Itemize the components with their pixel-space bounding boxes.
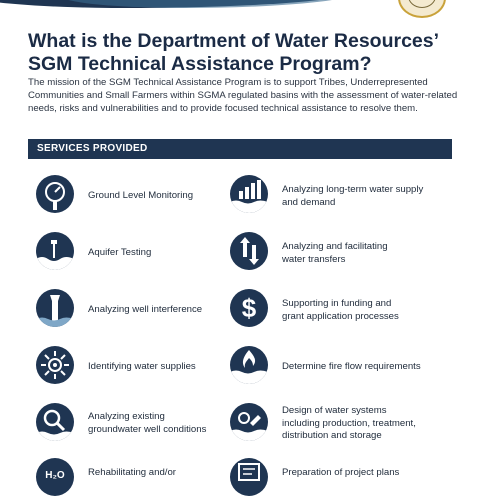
service-label: Aquifer Testing <box>88 247 152 258</box>
transfer-arrows-icon <box>230 232 268 270</box>
svg-text:H₂O: H₂O <box>45 470 65 481</box>
service-label: Ground Level Monitoring <box>88 190 194 201</box>
service-label: Supporting in funding and grant application processes <box>282 298 399 322</box>
service-item <box>36 175 236 217</box>
service-item <box>230 346 460 388</box>
service-label: Analyzing and facilitating water transfers <box>282 241 388 265</box>
water-system-icon <box>230 403 268 441</box>
service-item <box>36 346 236 388</box>
gauge-icon <box>36 175 74 213</box>
well-pump-icon <box>36 232 74 270</box>
service-item <box>36 458 236 500</box>
service-label: Analyzing well interference <box>88 304 203 315</box>
service-label: Preparation of project plans <box>282 467 400 478</box>
service-label: Analyzing long-term water supply and demand <box>282 184 424 208</box>
dollar-icon <box>230 289 268 327</box>
service-item <box>230 289 460 331</box>
service-item <box>230 458 460 500</box>
section-header-bar <box>28 139 452 159</box>
service-label: Identifying water supplies <box>88 361 196 372</box>
dwr-seal-logo <box>398 0 446 18</box>
service-item <box>36 403 236 445</box>
well-interference-icon <box>36 289 74 327</box>
service-label: Design of water systems including production, treatment, distribution and storage <box>282 405 416 441</box>
service-label: Determine fire flow requirements <box>282 361 421 372</box>
magnifier-well-icon <box>36 403 74 441</box>
water-source-icon <box>36 346 74 384</box>
service-item <box>230 403 460 445</box>
service-label: Rehabilitating and/or <box>88 467 177 478</box>
service-item <box>36 232 236 274</box>
h2o-icon <box>36 458 74 496</box>
page-title: What is the Department of Water Resources’ SGM Technical Assistance Program? <box>28 30 438 75</box>
bar-chart-water-icon <box>230 175 268 213</box>
service-item <box>36 289 236 331</box>
service-label: Analyzing existing groundwater well conditions <box>88 411 207 435</box>
service-item <box>230 232 460 274</box>
svg-text:$: $ <box>241 293 257 323</box>
plans-icon <box>230 458 268 496</box>
mission-statement: The mission of the SGM Technical Assistance Program is to support Tribes, Underrepresented Communities and Small Farmers within SGMA regulated basins with the assessment of water-related needs, risks and vulnerabilities and to provide focused technical assistance to resolve them. <box>28 77 458 115</box>
section-heading: SERVICES PROVIDED <box>37 143 148 154</box>
service-item <box>230 175 460 217</box>
fire-water-icon <box>230 346 268 384</box>
